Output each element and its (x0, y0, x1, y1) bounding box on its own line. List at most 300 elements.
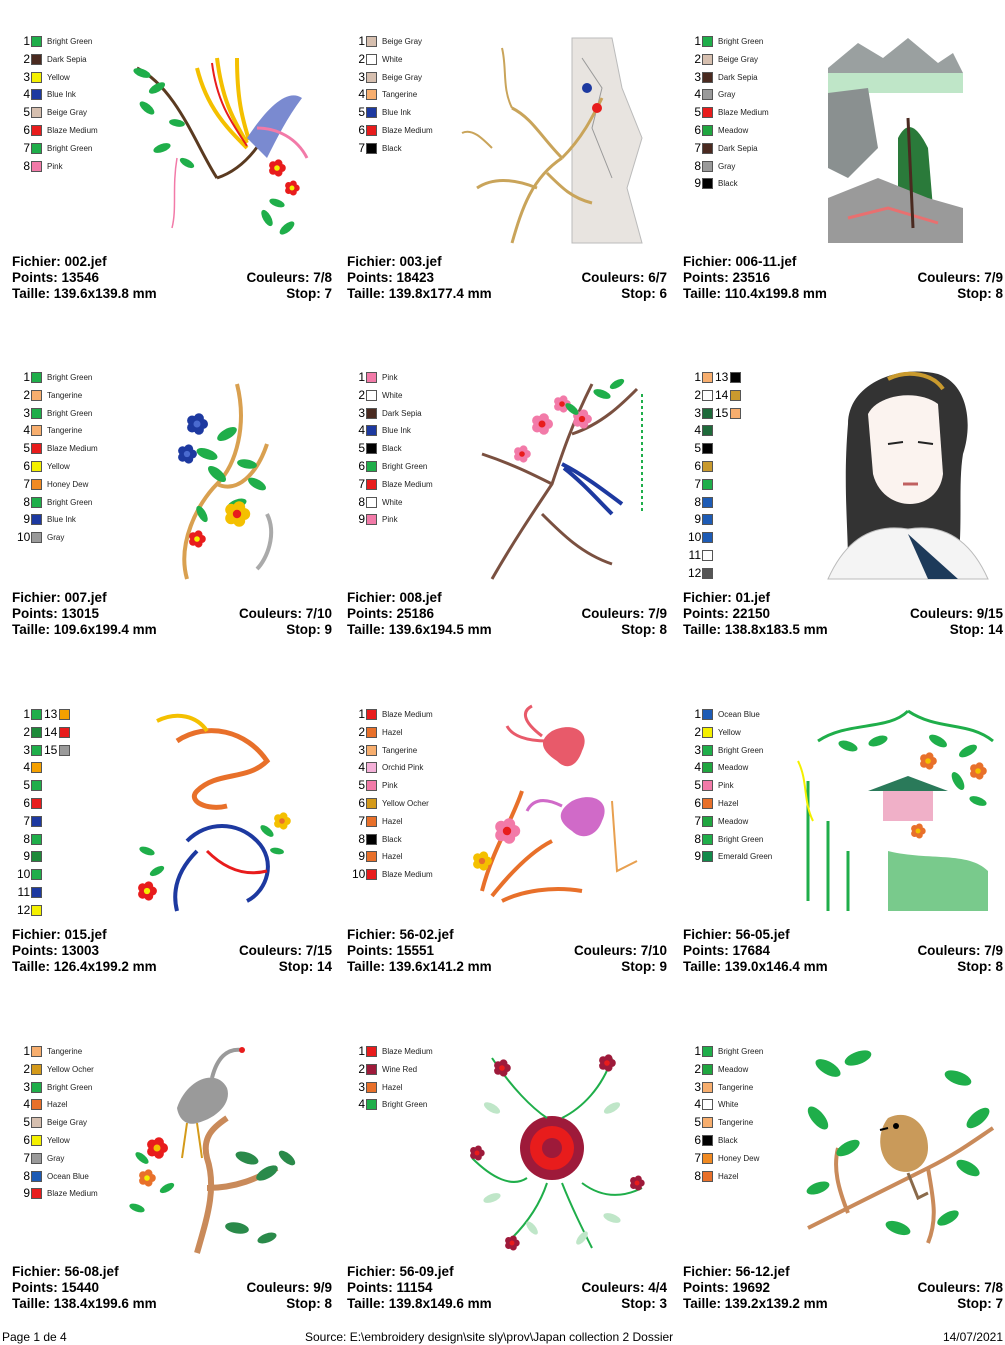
size-value: 139.8x177.4 mm (388, 286, 492, 301)
thread-color-swatch (59, 727, 70, 738)
size-label: Taille: (347, 1296, 386, 1311)
thread-color-swatch (366, 107, 377, 118)
footer-source-path: Source: E:\embroidery design\site sly\prov\Japan collection 2 Dossier (305, 1330, 674, 1344)
legend-index: 5 (23, 441, 30, 456)
points-value: 19692 (732, 1280, 771, 1295)
footer-page-number: Page 1 de 4 (2, 1330, 67, 1344)
thread-name: Blue Ink (47, 515, 76, 525)
size-label: Taille: (683, 959, 722, 974)
thread-name: Pink (382, 781, 398, 791)
thread-color-swatch (366, 390, 377, 401)
legend-index: 7 (694, 476, 701, 491)
file-label: Fichier: (12, 254, 61, 269)
legend-index: 8 (694, 494, 701, 509)
stop-label: Stop: (278, 959, 314, 974)
thread-color-swatch (31, 1171, 42, 1182)
thread-color-swatch (31, 905, 42, 916)
thread-color-swatch (702, 497, 713, 508)
thread-color-swatch (702, 851, 713, 862)
thread-name: Gray (47, 1153, 65, 1163)
thread-color-swatch (702, 425, 713, 436)
colors-label: Couleurs: (581, 1280, 645, 1295)
thread-color-swatch (31, 143, 42, 154)
file-name: 56-05.jef (735, 927, 790, 942)
legend-index: 8 (694, 1168, 701, 1183)
file-label: Fichier: (12, 1264, 61, 1279)
design-card (347, 344, 667, 644)
thread-color-swatch (31, 780, 42, 791)
thread-color-swatch (702, 816, 713, 827)
stop-value: 8 (995, 286, 1003, 301)
legend-index: 5 (358, 778, 365, 793)
stop-label: Stop: (949, 622, 985, 637)
colors-label: Couleurs: (917, 270, 981, 285)
legend-index: 4 (23, 423, 30, 438)
thread-name: Blaze Medium (382, 479, 433, 489)
thread-color-swatch (366, 36, 377, 47)
colors-label: Couleurs: (573, 943, 637, 958)
thread-name: Emerald Green (718, 852, 773, 862)
points-value: 13003 (61, 943, 100, 958)
file-name: 007.jef (64, 590, 107, 605)
thread-color-swatch (366, 143, 377, 154)
thread-color-swatch (31, 89, 42, 100)
legend-index: 8 (23, 1168, 30, 1183)
thread-name: Yellow (47, 1135, 70, 1145)
thread-color-swatch (31, 851, 42, 862)
thread-color-swatch (59, 745, 70, 756)
thread-name: Blaze Medium (47, 444, 98, 454)
stop-label: Stop: (621, 622, 656, 637)
thread-name: Hazel (47, 1100, 68, 1110)
design-card (12, 1018, 332, 1318)
legend-index: 5 (694, 105, 701, 120)
design-card (12, 8, 332, 308)
thread-color-swatch (366, 54, 377, 65)
legend-index: 1 (694, 1044, 701, 1058)
colors-value: 7/10 (305, 606, 332, 621)
file-name: 006-11.jef (735, 254, 797, 269)
thread-color-swatch (702, 762, 713, 773)
thread-color-swatch (702, 834, 713, 845)
design-info (347, 1264, 667, 1312)
size-label: Taille: (683, 622, 722, 637)
thread-name: Ocean Blue (718, 710, 760, 719)
legend-index: 5 (694, 778, 701, 793)
legend-index: 3 (358, 405, 365, 420)
thread-color-swatch (702, 107, 713, 118)
legend-index: 9 (694, 176, 701, 191)
thread-color-swatch (31, 1082, 42, 1093)
thread-color-swatch (702, 1135, 713, 1146)
thread-color-swatch (366, 727, 377, 738)
points-value: 18423 (396, 270, 435, 285)
thread-color-swatch (366, 1082, 377, 1093)
stop-value: 7 (995, 1296, 1003, 1311)
thread-color-swatch (366, 425, 377, 436)
thread-name: Ocean Blue (47, 1171, 89, 1181)
stop-label: Stop: (621, 959, 656, 974)
legend-index: 10 (352, 867, 366, 882)
thread-color-swatch (702, 1153, 713, 1164)
stop-label: Stop: (957, 286, 992, 301)
legend-index: 10 (17, 530, 31, 545)
thread-color-swatch (31, 125, 42, 136)
stop-value: 14 (316, 959, 332, 974)
embroidery-preview-image (117, 364, 332, 589)
design-info (12, 1264, 332, 1312)
thread-name: Dark Sepia (382, 408, 422, 418)
points-label: Points: (683, 1280, 729, 1295)
file-name: 56-02.jef (399, 927, 454, 942)
legend-index: 3 (358, 1079, 365, 1094)
colors-value: 7/15 (305, 943, 332, 958)
colors-label: Couleurs: (917, 1280, 981, 1295)
legend-index: 13 (44, 707, 58, 721)
thread-color-swatch (31, 745, 42, 756)
thread-color-swatch (31, 479, 42, 490)
thread-color-swatch (702, 479, 713, 490)
legend-index: 4 (358, 760, 365, 775)
stop-value: 8 (659, 622, 667, 637)
size-value: 138.8x183.5 mm (724, 622, 828, 637)
thread-name: Pink (382, 373, 398, 382)
thread-color-swatch (31, 54, 42, 65)
colors-value: 7/9 (648, 606, 667, 621)
thread-color-swatch (31, 461, 42, 472)
thread-color-swatch (702, 780, 713, 791)
file-label: Fichier: (683, 590, 732, 605)
legend-index: 9 (23, 849, 30, 864)
thread-name: Black (718, 179, 738, 189)
legend-index: 8 (694, 831, 701, 846)
file-label: Fichier: (347, 1264, 396, 1279)
colors-label: Couleurs: (909, 606, 973, 621)
design-card (683, 681, 1003, 981)
thread-color-swatch (702, 1117, 713, 1128)
thread-name: Orchid Pink (382, 763, 424, 773)
thread-name: Wine Red (382, 1064, 418, 1074)
thread-color-swatch (31, 408, 42, 419)
embroidery-preview-image (117, 1038, 332, 1263)
thread-color-swatch (366, 461, 377, 472)
colors-value: 7/9 (984, 270, 1003, 285)
thread-color-swatch (702, 514, 713, 525)
embroidery-preview-image (452, 1038, 667, 1263)
legend-index: 5 (358, 441, 365, 456)
thread-color-swatch (31, 1188, 42, 1199)
thread-name: Blaze Medium (382, 125, 433, 135)
file-name: 56-08.jef (64, 1264, 119, 1279)
thread-name: Bright Green (47, 373, 93, 382)
size-value: 110.4x199.8 mm (724, 286, 827, 301)
thread-color-swatch (31, 887, 42, 898)
thread-name: Dark Sepia (47, 54, 87, 64)
points-label: Points: (12, 1280, 58, 1295)
size-label: Taille: (683, 1296, 722, 1311)
legend-index: 7 (23, 813, 30, 828)
points-label: Points: (12, 606, 58, 621)
thread-name: White (718, 1100, 739, 1110)
thread-color-swatch (702, 1046, 713, 1057)
size-label: Taille: (12, 1296, 51, 1311)
legend-index: 6 (694, 1132, 701, 1147)
thread-color-swatch (702, 727, 713, 738)
legend-index: 7 (694, 1150, 701, 1165)
thread-name: Beige Gray (382, 72, 423, 82)
thread-color-swatch (702, 709, 713, 720)
legend-index: 14 (44, 724, 58, 739)
points-value: 23516 (732, 270, 771, 285)
size-value: 139.8x149.6 mm (388, 1296, 492, 1311)
legend-index: 2 (358, 724, 365, 739)
thread-color-swatch (31, 709, 42, 720)
design-card (347, 681, 667, 981)
legend-index: 4 (694, 760, 701, 775)
thread-color-swatch (31, 514, 42, 525)
points-value: 17684 (732, 943, 771, 958)
legend-index: 1 (694, 34, 701, 48)
embroidery-preview-image (788, 364, 1003, 589)
thread-name: Bright Green (47, 497, 93, 507)
thread-name: Hazel (382, 852, 403, 862)
points-label: Points: (347, 270, 393, 285)
stop-label: Stop: (286, 622, 321, 637)
points-value: 25186 (396, 606, 435, 621)
thread-color-swatch (366, 816, 377, 827)
colors-label: Couleurs: (238, 606, 302, 621)
legend-index: 6 (23, 1132, 30, 1147)
thread-name: Meadow (718, 125, 749, 135)
thread-color-swatch (702, 143, 713, 154)
points-label: Points: (347, 943, 393, 958)
thread-name: Beige Gray (47, 108, 88, 118)
design-card (12, 344, 332, 644)
legend-index: 3 (23, 405, 30, 420)
legend-index: 2 (694, 51, 701, 66)
legend-index: 3 (694, 405, 701, 420)
file-name: 56-09.jef (399, 1264, 454, 1279)
design-info (683, 590, 1003, 638)
legend-index: 8 (358, 831, 365, 846)
legend-index: 4 (23, 87, 30, 102)
legend-index: 2 (23, 724, 30, 739)
legend-index: 4 (23, 760, 30, 775)
size-label: Taille: (12, 959, 51, 974)
legend-index: 3 (358, 742, 365, 757)
legend-index: 4 (358, 423, 365, 438)
points-value: 13015 (61, 606, 100, 621)
thread-color-swatch (366, 1099, 377, 1110)
legend-index: 2 (358, 51, 365, 66)
design-info (347, 590, 667, 638)
legend-index: 7 (358, 476, 365, 491)
colors-label: Couleurs: (581, 270, 645, 285)
thread-name: White (382, 497, 403, 507)
colors-value: 7/8 (984, 1280, 1003, 1295)
stop-value: 7 (324, 286, 332, 301)
legend-index: 2 (694, 387, 701, 402)
thread-name: Meadow (718, 1064, 749, 1074)
legend-index: 5 (23, 1115, 30, 1130)
thread-color-swatch (366, 125, 377, 136)
legend-index: 2 (358, 387, 365, 402)
legend-index: 10 (17, 867, 31, 882)
file-label: Fichier: (683, 1264, 732, 1279)
legend-index: 1 (358, 34, 365, 48)
legend-index: 7 (23, 140, 30, 155)
embroidery-preview-image (452, 701, 667, 926)
thread-color-swatch (31, 1153, 42, 1164)
design-info (347, 927, 667, 975)
thread-color-swatch (730, 372, 741, 383)
stop-value: 8 (324, 1296, 332, 1311)
legend-index: 1 (694, 370, 701, 384)
design-info (12, 590, 332, 638)
legend-index: 6 (358, 122, 365, 137)
file-label: Fichier: (12, 590, 61, 605)
file-name: 008.jef (399, 590, 442, 605)
thread-color-swatch (31, 1099, 42, 1110)
points-label: Points: (683, 606, 729, 621)
legend-index: 10 (688, 530, 702, 545)
colors-value: 7/9 (984, 943, 1003, 958)
colors-label: Couleurs: (917, 943, 981, 958)
legend-index: 15 (44, 742, 58, 757)
thread-name: White (382, 54, 403, 64)
thread-color-swatch (31, 834, 42, 845)
embroidery-preview-image (117, 28, 332, 253)
points-value: 13546 (61, 270, 100, 285)
points-label: Points: (347, 606, 393, 621)
points-label: Points: (683, 270, 729, 285)
thread-color-swatch (702, 550, 713, 561)
thread-name: Gray (47, 533, 65, 543)
legend-index: 3 (694, 742, 701, 757)
legend-index: 15 (715, 405, 729, 420)
legend-index: 6 (694, 795, 701, 810)
colors-label: Couleurs: (238, 943, 302, 958)
thread-name: Hazel (718, 1171, 739, 1181)
thread-name: Bright Green (47, 37, 93, 46)
legend-index: 9 (694, 849, 701, 864)
colors-label: Couleurs: (246, 1280, 310, 1295)
legend-index: 6 (358, 458, 365, 473)
thread-color-swatch (31, 798, 42, 809)
stop-label: Stop: (286, 286, 321, 301)
thread-color-swatch (366, 408, 377, 419)
thread-color-swatch (31, 425, 42, 436)
points-label: Points: (347, 1280, 393, 1295)
design-card (683, 1018, 1003, 1318)
stop-value: 8 (995, 959, 1003, 974)
legend-index: 2 (694, 724, 701, 739)
thread-name: Meadow (718, 816, 749, 826)
points-value: 15551 (396, 943, 435, 958)
thread-name: Bright Green (718, 37, 764, 46)
thread-name: Blaze Medium (47, 125, 98, 135)
footer-date: 14/07/2021 (942, 1330, 1003, 1344)
legend-index: 4 (694, 423, 701, 438)
legend-index: 1 (23, 1044, 30, 1058)
thread-name: Honey Dew (718, 1153, 760, 1163)
colors-value: 7/10 (640, 943, 667, 958)
thread-color-swatch (702, 1082, 713, 1093)
thread-color-swatch (702, 89, 713, 100)
thread-color-swatch (702, 1171, 713, 1182)
file-name: 01.jef (735, 590, 771, 605)
legend-index: 7 (358, 813, 365, 828)
points-value: 22150 (732, 606, 771, 621)
thread-name: Blaze Medium (382, 870, 433, 880)
thread-name: Blaze Medium (382, 710, 433, 719)
legend-index: 4 (694, 87, 701, 102)
legend-index: 3 (23, 742, 30, 757)
legend-index: 6 (23, 795, 30, 810)
thread-color-swatch (366, 869, 377, 880)
design-info (683, 254, 1003, 302)
legend-index: 11 (688, 547, 701, 562)
thread-color-swatch (31, 1046, 42, 1057)
design-info (12, 927, 332, 975)
thread-name: Tangerine (718, 1118, 754, 1128)
legend-index: 2 (358, 1061, 365, 1076)
legend-index: 3 (23, 69, 30, 84)
thread-name: Hazel (718, 798, 739, 808)
thread-name: Yellow (47, 461, 70, 471)
thread-name: Tangerine (47, 1047, 83, 1056)
legend-index: 9 (358, 849, 365, 864)
file-label: Fichier: (347, 254, 396, 269)
points-value: 15440 (61, 1280, 100, 1295)
thread-name: Pink (47, 161, 63, 171)
thread-color-swatch (31, 497, 42, 508)
thread-color-swatch (366, 851, 377, 862)
thread-color-swatch (366, 709, 377, 720)
stop-label: Stop: (286, 1296, 321, 1311)
legend-index: 9 (23, 512, 30, 527)
points-label: Points: (12, 943, 58, 958)
embroidery-preview-image (788, 1038, 1003, 1263)
thread-color-swatch (702, 798, 713, 809)
thread-color-swatch (31, 107, 42, 118)
thread-color-swatch (31, 390, 42, 401)
thread-color-swatch (31, 762, 42, 773)
thread-color-swatch (366, 72, 377, 83)
size-value: 138.4x199.6 mm (53, 1296, 157, 1311)
legend-index: 2 (694, 1061, 701, 1076)
colors-label: Couleurs: (246, 270, 310, 285)
stop-value: 3 (659, 1296, 667, 1311)
stop-label: Stop: (957, 959, 992, 974)
legend-index: 1 (694, 707, 701, 721)
legend-index: 7 (358, 140, 365, 155)
legend-index: 3 (694, 1079, 701, 1094)
design-info (12, 254, 332, 302)
points-value: 11154 (396, 1280, 433, 1295)
thread-color-swatch (366, 514, 377, 525)
legend-index: 3 (23, 1079, 30, 1094)
legend-index: 6 (23, 122, 30, 137)
thread-color-swatch (366, 497, 377, 508)
thread-name: Yellow (47, 72, 70, 82)
thread-name: Bright Green (47, 408, 93, 418)
thread-name: Beige Gray (718, 54, 759, 64)
thread-name: Tangerine (47, 426, 83, 436)
legend-index: 2 (23, 51, 30, 66)
size-label: Taille: (12, 286, 51, 301)
thread-name: Bright Green (718, 834, 764, 844)
